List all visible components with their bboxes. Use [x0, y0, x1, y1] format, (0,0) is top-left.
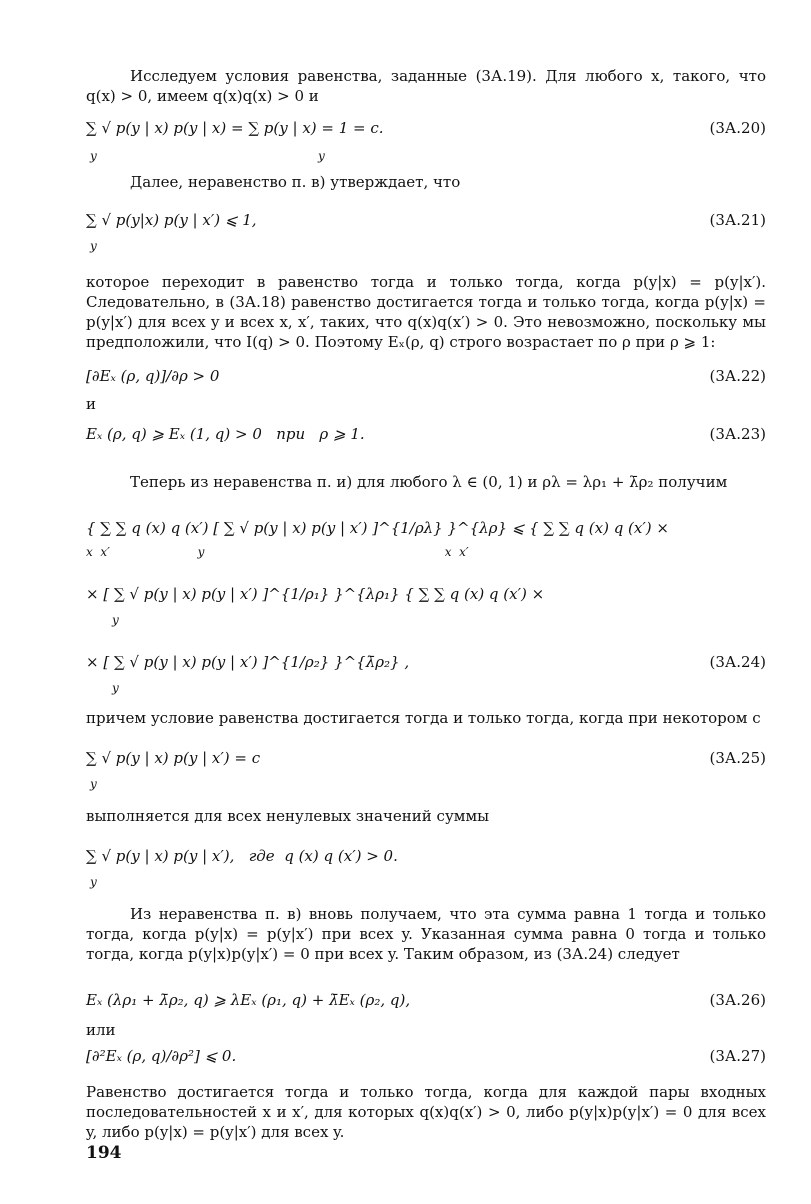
equation-3a27 — [86, 1046, 766, 1066]
equation-3a26 — [86, 990, 766, 1010]
equation-expression: × [ ∑ √ p(y | x) p(y | x′) ]^{1/ρ₁} }^{λρ₁} { ∑ ∑ q (x) q (x′) × — [86, 585, 545, 603]
equation-number: (3А.26) — [709, 991, 766, 1009]
sum-index: y — [90, 239, 97, 253]
equation-number: (3А.27) — [709, 1047, 766, 1065]
equation-3a22 — [86, 366, 766, 386]
paragraph-intro: Исследуем условия равенства, заданные (3А.19). Для любого x, такого, что q(x) > 0, имеем q(x)q(x) > 0 и — [86, 67, 766, 105]
equation-expression: Eₓ (ρ, q) ⩾ Eₓ (1, q) > 0 при ρ ⩾ 1. — [86, 425, 365, 443]
paragraph-from-inequality: Из неравенства п. в) вновь получаем, что эта сумма равна 1 тогда и только тогда, когда p(y|x) = p(y|x′) при всех y. Указанная сумма равна 0 тогда и только тогда, когда p(y|x)p(y|x′) = 0 при всех y. Таким образом, из (3А.24) следует — [86, 905, 766, 963]
equation-number: (3А.23) — [709, 425, 766, 443]
paragraph-equality: которое переходит в равенство тогда и только тогда, когда p(y|x) = p(y|x′). Следовательно, в (3А.18) равенство достигается тогда и только тогда, когда p(y|x) = p(y|x′) для всех y и всех x, x′, таких, что q(x)q(x′) > 0. Это невозможно, поскольку мы предположили, что I(q) > 0. Поэтому Eₓ(ρ, q) строго возрастает по ρ при ρ ⩾ 1: — [86, 273, 766, 351]
conjunction: и — [86, 395, 96, 413]
paragraph-condition: причем условие равенства достигается тогда и только тогда, когда при некотором c — [86, 709, 761, 727]
sum-index: y — [318, 149, 325, 163]
sum-index: y — [90, 875, 97, 889]
equation-3a24-line1 — [86, 518, 766, 538]
equation-number: (3А.24) — [709, 653, 766, 671]
equation-3a24-line3 — [86, 652, 766, 672]
equation-3a20 — [86, 118, 766, 138]
sum-index: y — [112, 681, 119, 695]
sum-indices: x x′ y x x′ — [86, 545, 469, 559]
paragraph-final: Равенство достигается тогда и только тогда, когда для каждой пары входных последовательностей x и x′, для которых q(x)q(x′) > 0, либо p(y|x)p(y|x′) = 0 для всех y, либо p(y|x) = p(y|x′) для всех y. — [86, 1083, 766, 1141]
equation-expression: ∑ √ p(y|x) p(y | x′) ⩽ 1, — [86, 211, 257, 229]
equation-3a25 — [86, 748, 766, 768]
equation-3a21 — [86, 210, 766, 230]
sum-index: y — [112, 613, 119, 627]
equation-expression: ∑ √ p(y | x) p(y | x′), где q (x) q (x′) > 0. — [86, 847, 398, 865]
equation-expression: ∑ √ p(y | x) p(y | x′) = c — [86, 749, 261, 767]
equation-expression: ∑ √ p(y | x) p(y | x) = ∑ p(y | x) = 1 = c. — [86, 119, 384, 137]
paragraph-now: Теперь из неравенства п. и) для любого λ ∈ (0, 1) и ρλ = λρ₁ + λ̄ρ₂ получим — [130, 473, 728, 491]
equation-3a23 — [86, 424, 766, 444]
conjunction: или — [86, 1021, 116, 1039]
equation-expression: { ∑ ∑ q (x) q (x′) [ ∑ √ p(y | x) p(y | x′) ]^{1/ρλ} }^{λρ} ⩽ { ∑ ∑ q (x) q (x′) × — [86, 519, 669, 537]
equation-sum — [86, 846, 766, 866]
equation-expression: Eₓ (λρ₁ + λ̄ρ₂, q) ⩾ λEₓ (ρ₁, q) + λ̄Eₓ (ρ₂, q), — [86, 991, 411, 1009]
paragraph-nonzero: выполняется для всех ненулевых значений суммы — [86, 807, 490, 825]
paragraph-further: Далее, неравенство п. в) утверждает, что — [130, 173, 461, 191]
equation-expression: × [ ∑ √ p(y | x) p(y | x′) ]^{1/ρ₂} }^{λ̄ρ₂} , — [86, 653, 410, 671]
equation-3a24-line2 — [86, 584, 766, 604]
page-number: 194 — [86, 1143, 122, 1163]
sum-index: y — [90, 777, 97, 791]
equation-number: (3А.22) — [709, 367, 766, 385]
equation-expression: [∂²Eₓ (ρ, q)/∂ρ²] ⩽ 0. — [86, 1047, 237, 1065]
equation-expression: [∂Eₓ (ρ, q)]/∂ρ > 0 — [86, 367, 220, 385]
sum-index: y — [90, 149, 97, 163]
equation-number: (3А.20) — [709, 119, 766, 137]
equation-number: (3А.25) — [709, 749, 766, 767]
equation-number: (3А.21) — [709, 211, 766, 229]
